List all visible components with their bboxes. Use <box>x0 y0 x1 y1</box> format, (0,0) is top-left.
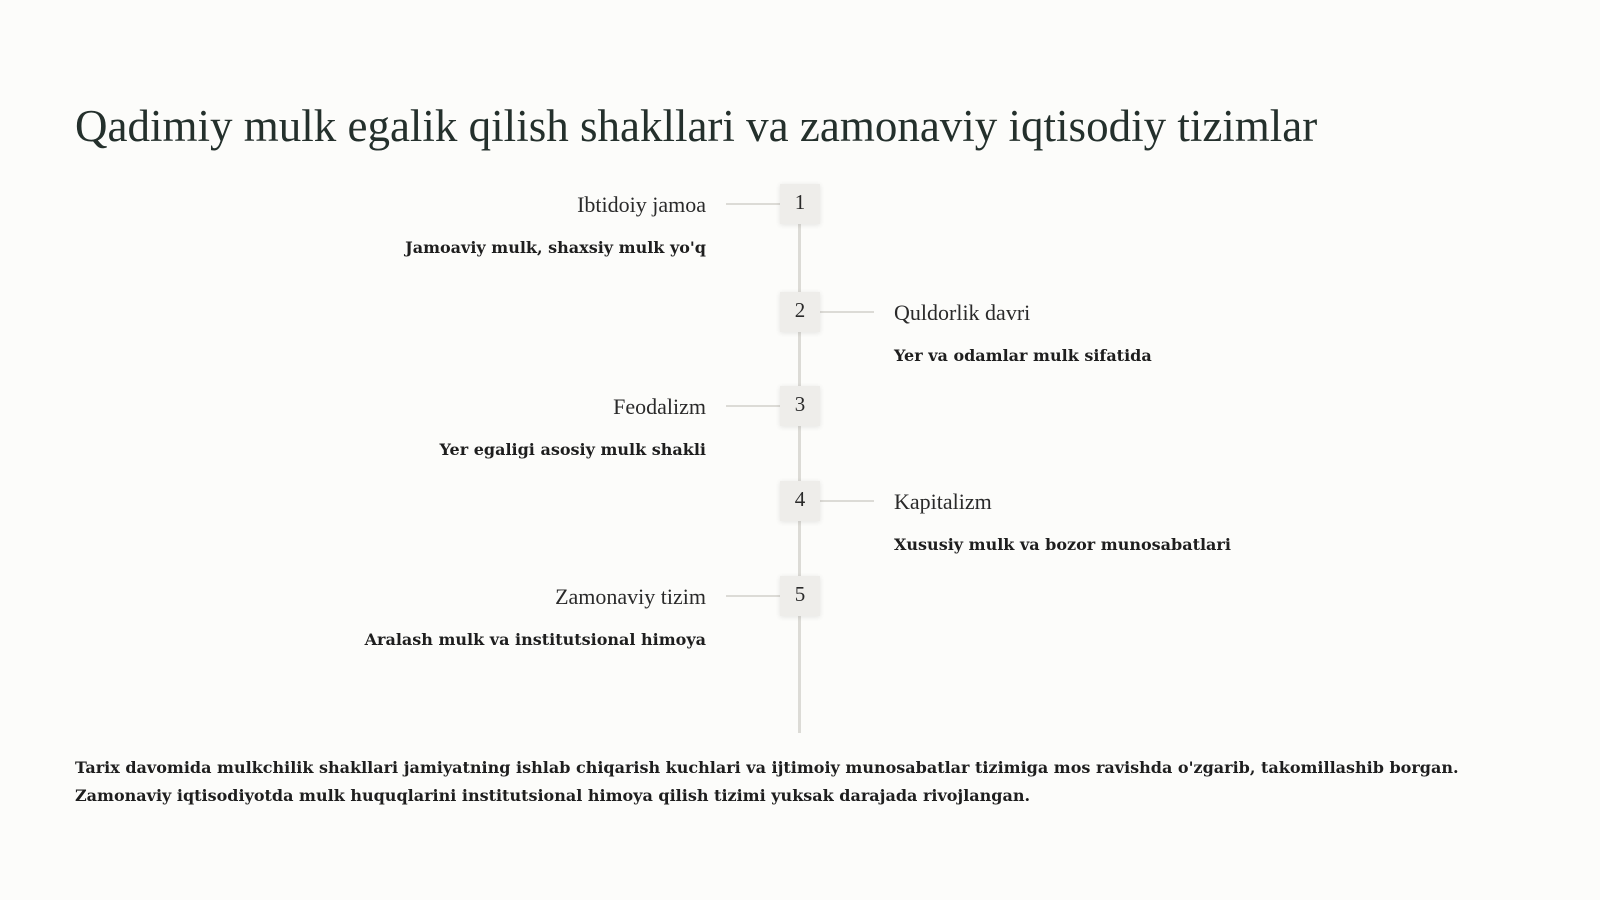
step-number-badge: 2 <box>780 292 820 332</box>
step-description: Yer egaligi asosiy mulk shakli <box>439 440 706 459</box>
slide-title: Qadimiy mulk egalik qilish shakllari va zamonaviy iqtisodiy tizimlar <box>75 101 1318 151</box>
step-number-badge: 3 <box>780 386 820 426</box>
step-connector <box>726 405 780 407</box>
step-description: Jamoaviy mulk, shaxsiy mulk yo'q <box>405 238 706 257</box>
timeline-step-5 <box>0 576 1600 686</box>
step-description: Xususiy mulk va bozor munosabatlari <box>894 535 1231 554</box>
step-description: Aralash mulk va institutsional himoya <box>364 630 706 649</box>
timeline-step-1 <box>0 184 1600 294</box>
step-title: Feodalizm <box>613 394 706 419</box>
step-title: Zamonaviy tizim <box>555 584 706 609</box>
step-connector <box>820 500 874 502</box>
step-description: Yer va odamlar mulk sifatida <box>894 346 1152 365</box>
timeline-step-4 <box>0 481 1600 591</box>
summary-line-2: Zamonaviy iqtisodiyotda mulk huquqlarini institutsional himoya qilish tizimi yuksak darajada rivojlangan. <box>75 786 1031 805</box>
step-number-badge: 1 <box>780 184 820 224</box>
step-title: Kapitalizm <box>894 489 992 514</box>
summary-line-1: Tarix davomida mulkchilik shakllari jamiyatning ishlab chiqarish kuchlari va ijtimoiy munosabatlar tizimiga mos ravishda o'zgarib, takomillashib borgan. <box>75 758 1459 777</box>
step-connector <box>726 595 780 597</box>
step-number-badge: 5 <box>780 576 820 616</box>
timeline-step-3 <box>0 386 1600 496</box>
step-connector <box>726 203 780 205</box>
step-number-badge: 4 <box>780 481 820 521</box>
step-title: Ibtidoiy jamoa <box>577 192 706 217</box>
step-title: Quldorlik davri <box>894 300 1031 325</box>
summary-paragraph <box>75 754 1535 810</box>
step-connector <box>820 311 874 313</box>
